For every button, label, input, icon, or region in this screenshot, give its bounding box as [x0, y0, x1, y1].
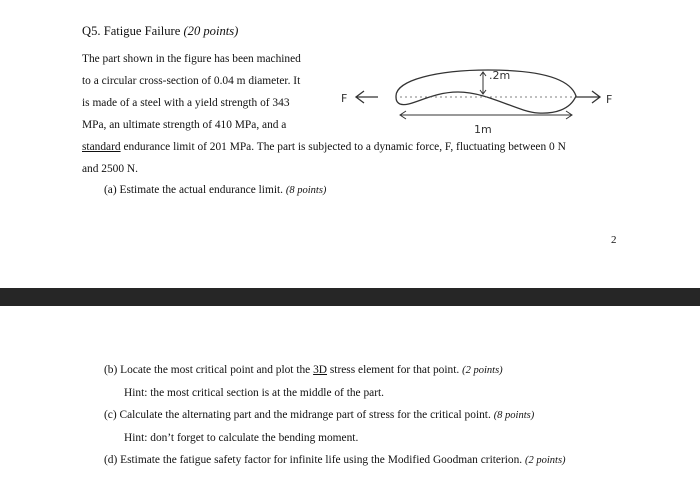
question-title	[82, 24, 238, 39]
underlined-standard: standard	[82, 141, 121, 153]
part-d	[104, 454, 566, 466]
part-b	[104, 364, 503, 376]
part-a-points: (8 points)	[285, 185, 327, 196]
part-b-underlined-3d: 3D	[313, 364, 328, 376]
beam-figure	[338, 58, 624, 140]
body-line-2: to a circular cross-section of 0.04 m diameter. It	[82, 75, 301, 87]
hint-b: Hint: the most critical section is at the middle of the part.	[124, 387, 385, 399]
part-a	[104, 184, 326, 196]
body-line-4: MPa, an ultimate strength of 410 MPa, and a	[82, 119, 287, 131]
question-title-text: Q5. Fatigue Failure	[82, 24, 181, 38]
curved-beam-outline	[396, 70, 576, 113]
height-label: .2m	[489, 69, 511, 82]
part-d-text: (d) Estimate the fatigue safety factor for infinite life using the Modified Goodman criterion.	[104, 454, 523, 466]
page-divider	[0, 288, 700, 306]
part-b-text-post: stress element for that point.	[327, 364, 460, 376]
body-line-5-rest: endurance limit of 201 MPa. The part is subjected to a dynamic force, F, fluctuating between 0 N	[120, 141, 566, 153]
part-c	[104, 409, 534, 421]
part-a-text: (a) Estimate the actual endurance limit.	[104, 184, 284, 196]
question-title-points: (20 points)	[183, 24, 239, 38]
body-line-6: and 2500 N.	[82, 163, 138, 175]
page-number: 2	[611, 234, 617, 246]
part-c-points: (8 points)	[493, 410, 535, 421]
length-label: 1m	[474, 123, 492, 136]
left-force-label: F	[341, 92, 348, 105]
part-d-points: (2 points)	[525, 455, 566, 466]
body-line-5	[82, 141, 566, 153]
part-c-text: (c) Calculate the alternating part and the midrange part of stress for the critical point.	[104, 409, 491, 421]
right-force-label: F	[606, 93, 613, 106]
part-b-points: (2 points)	[462, 365, 503, 376]
body-line-3: is made of a steel with a yield strength of 343	[82, 97, 290, 109]
hint-c: Hint: don’t forget to calculate the bending moment.	[124, 432, 359, 444]
body-line-1: The part shown in the figure has been machined	[82, 53, 301, 65]
part-b-text-pre: (b) Locate the most critical point and plot the	[104, 364, 314, 376]
